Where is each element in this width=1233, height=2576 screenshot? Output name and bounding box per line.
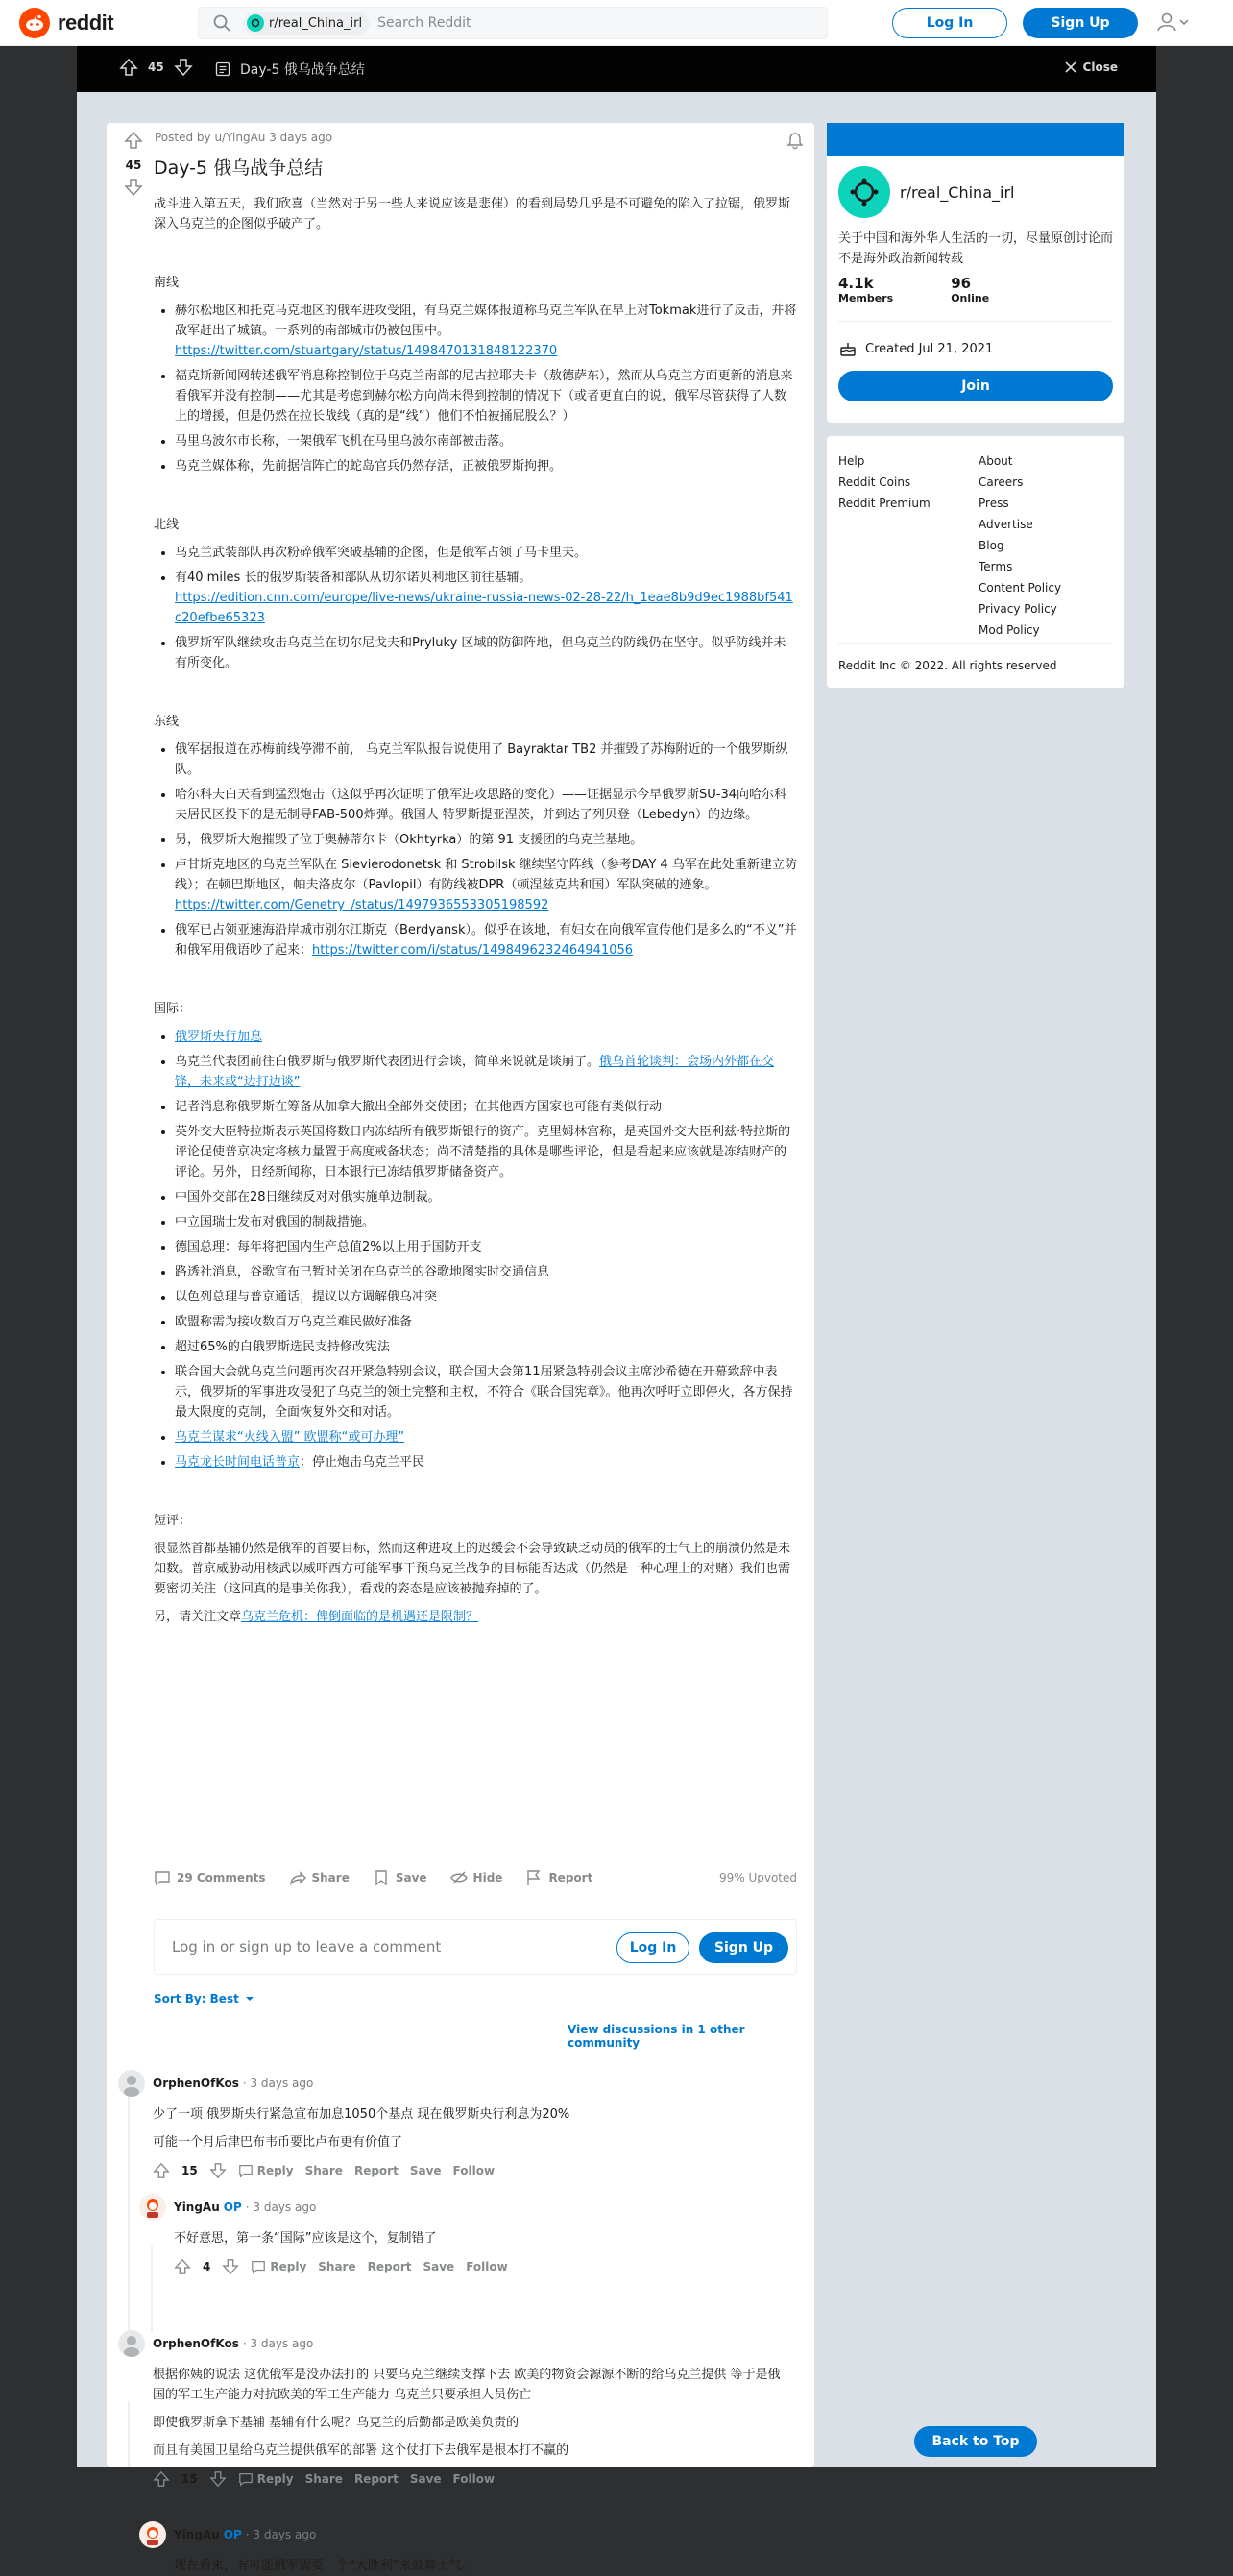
south-list (175, 301, 797, 476)
flag-icon (525, 1869, 543, 1886)
source-link[interactable]: 马克龙长时间电话普京 (175, 1455, 301, 1470)
downvote-icon[interactable] (174, 58, 193, 77)
list-item: • 英外交大臣特拉斯表示英国将数日内冻结所有俄罗斯银行的资产。克里姆林宫称，是英国外交大臣利兹·特拉斯的评论促使普京决定将核力量置于高度戒备状态；尚不清楚指的具体是哪些评论，但是看起来应该就是冻结财产的评论。另外，日经新闻称，日本银行已冻结俄罗斯储备资产。 (175, 1122, 797, 1182)
community-stats (838, 275, 989, 304)
list-item: • 俄军已占领亚速海沿岸城市别尔江斯克（Berdyansk）。似乎在该地，有妇女在向俄军宣传他们是多么的“不义”并和俄军用俄语吵了起来：https://twitter.com/i/status/1498496232464941056 (175, 920, 797, 960)
list-item: • 俄军据报道在苏梅前线停滞不前， 乌克兰军队报告说使用了 Bayraktar TB2 并摧毁了苏梅附近的一个俄罗斯纵队。 (175, 740, 797, 780)
post-body (154, 194, 797, 1635)
avatar[interactable] (118, 2330, 145, 2357)
report-button[interactable]: Report (367, 2260, 412, 2273)
downvote-icon[interactable] (222, 2258, 239, 2275)
community-icon (247, 14, 264, 32)
footer-link[interactable]: Content Policy (979, 581, 1062, 595)
created-date: Created Jul 21, 2021 (838, 339, 993, 358)
post-score: 45 (125, 158, 142, 172)
downvote-icon[interactable] (209, 2470, 227, 2488)
footer-link[interactable]: About (979, 454, 1013, 468)
footer-link[interactable]: Careers (979, 475, 1024, 489)
footer-link[interactable]: Advertise (979, 518, 1033, 531)
comment-header (139, 2521, 792, 2548)
comment (118, 2070, 790, 2179)
comment-icon (238, 2471, 254, 2487)
comment-author[interactable]: YingAu (174, 2528, 220, 2541)
footer-link[interactable]: Reddit Premium (838, 497, 931, 510)
comment-author[interactable]: YingAu (174, 2200, 220, 2214)
comment-score: 15 (181, 2164, 198, 2177)
intl-list (175, 1027, 797, 1472)
list-item: • 中立国瑞士发布对俄国的制裁措施。 (175, 1212, 797, 1232)
comment (139, 2521, 792, 2576)
back-to-top-button[interactable]: Back to Top (914, 2426, 1037, 2457)
post-card (107, 123, 814, 2573)
hide-button[interactable]: Hide (450, 1869, 503, 1886)
section-title-intl: 国际： (154, 1002, 192, 1016)
search-input[interactable]: Search Reddit (377, 15, 471, 31)
share-button[interactable]: Share (289, 1869, 350, 1886)
source-link[interactable]: https://twitter.com/stuartgary/status/1498470131848122370 (175, 344, 558, 358)
header-vote (119, 58, 193, 77)
bookmark-icon (373, 1869, 390, 1886)
comment-time: · 3 days ago (245, 2200, 317, 2214)
list-item: • 超过65%的白俄罗斯选民支持修改宪法 (175, 1337, 797, 1357)
source-link[interactable]: 俄罗斯央行加息 (175, 1030, 263, 1044)
comment-header (118, 2330, 790, 2357)
follow-button[interactable]: Follow (466, 2260, 508, 2273)
header-score: 45 (148, 61, 164, 74)
post-actions (154, 1869, 797, 1886)
list-item: • 乌克兰代表团前往白俄罗斯与俄罗斯代表团进行会谈，简单来说就是谈崩了。俄乌首轮谈判：会场内外都在交锋，未来或“边打边谈” (175, 1052, 797, 1092)
footer-link[interactable]: Mod Policy (979, 623, 1040, 637)
comment-icon (154, 1869, 171, 1886)
footer-col-2 (979, 450, 1061, 641)
save-button[interactable]: Save (373, 1869, 427, 1886)
footer-link[interactable]: Reddit Coins (838, 475, 911, 489)
comment-actions (153, 2470, 790, 2488)
divider (838, 643, 1113, 644)
op-badge: OP (223, 2200, 242, 2214)
source-link[interactable]: https://twitter.com/i/status/1498496232464941056 (312, 943, 634, 958)
list-item: • 马里乌波尔市长称，一架俄军飞机在马里乌波尔南部被击落。 (175, 431, 797, 451)
source-link[interactable]: 乌克兰危机：俾倒面临的是机遇还是限制？ (241, 1610, 479, 1624)
search-community-chip[interactable] (243, 12, 370, 35)
post-header-bar (77, 46, 1156, 92)
comment-actions (174, 2258, 792, 2275)
view-discussions-link[interactable]: View discussions in 1 other community (568, 2023, 745, 2050)
footer-link[interactable]: Terms (979, 560, 1013, 573)
follow-button[interactable]: Follow (452, 2472, 496, 2486)
comment-body: 少了一项 俄罗斯央行紧急宣布加息1050个基点 现在俄罗斯央行利息为20% 可能一个月后津巴布韦币要比卢布更有价值了 (153, 2107, 570, 2150)
share-button[interactable]: Share (304, 2472, 343, 2486)
list-item (175, 1027, 797, 1047)
signup-button[interactable]: Sign Up (1023, 8, 1138, 38)
north-list (175, 543, 797, 673)
search-icon (212, 13, 231, 33)
save-button[interactable]: Save (423, 2260, 455, 2273)
list-item: • 俄罗斯军队继续攻击乌克兰在切尔尼戈夫和Pryluky 区域的防御阵地，但乌克兰的防线仍在坚守。似乎防线并未有所变化。 (175, 633, 797, 673)
list-item: • 乌克兰武装部队再次粉碎俄军突破基辅的企图，但是俄军占领了马卡里夫。 (175, 543, 797, 563)
share-icon (289, 1869, 306, 1886)
list-item: • 乌克兰媒体称，先前据信阵亡的蛇岛官兵仍然存活，正被俄罗斯拘押。 (175, 456, 797, 476)
comment-author[interactable]: OrphenOfKos (153, 2337, 239, 2350)
close-label: Close (1082, 61, 1118, 74)
comment-prompt-text: Log in or sign up to leave a comment (172, 1938, 442, 1956)
east-list (175, 740, 797, 960)
join-button[interactable]: Join (838, 371, 1113, 401)
user-menu[interactable] (1156, 12, 1191, 33)
report-button[interactable]: Report (353, 2164, 399, 2177)
comment-prompt (154, 1919, 797, 1975)
save-button[interactable]: Save (409, 2472, 442, 2486)
top-nav (0, 0, 1233, 46)
comment-header (139, 2194, 792, 2221)
upvote-icon[interactable] (153, 2162, 170, 2179)
sort-dropdown[interactable]: Sort By: Best (154, 1992, 254, 2005)
commentary-paragraph: 很显然首都基辅仍然是俄军的首要目标，然而这种进攻上的迟缓会不会导致缺乏动员的俄军的士气上的崩溃仍然是未知数。普京威胁动用核武以威吓西方可能军事干预乌克兰战争的目标能否达成（仍然是一种心理上的对赌）我们也需要密切关注（这回真的是事关你我），看戏的姿态是应该被抛弃掉的了。 (154, 1542, 791, 1596)
save-button[interactable]: Save (409, 2164, 442, 2177)
share-button[interactable]: Share (304, 2164, 343, 2177)
header-post-title (215, 60, 365, 79)
list-item: • 另，俄罗斯大炮摧毁了位于奥赫蒂尔卡（Okhtyrka）的第 91 支援团的乌克兰基地。 (175, 830, 797, 850)
section-title-south: 南线 (154, 276, 180, 290)
reply-button[interactable]: Reply (238, 2163, 294, 2178)
divider (838, 321, 1113, 322)
comments-button[interactable]: 29 Comments (154, 1869, 266, 1886)
footer-col-1 (838, 450, 931, 514)
members-stat: 4.1k Members (838, 275, 894, 304)
upvote-icon[interactable] (119, 58, 138, 77)
source-link[interactable]: https://edition.cnn.com/europe/live-news/ukraine-russia-news-02-28-22/h_1eae8b9d9ec1988bf541c20efbe65323 (175, 591, 793, 625)
comment-time: · 3 days ago (242, 2337, 314, 2350)
share-button[interactable]: Share (318, 2260, 356, 2273)
login-button[interactable]: Log In (892, 8, 1007, 38)
close-button[interactable] (1064, 61, 1118, 74)
community-description: 关于中国和海外华人生活的一切，尽量原创讨论而不是海外政治新闻转载 (838, 231, 1114, 266)
comment-icon (238, 2163, 254, 2178)
list-item: • 中国外交部在28日继续反对对俄实施单边制裁。 (175, 1187, 797, 1207)
downvote-icon[interactable] (209, 2162, 227, 2179)
close-icon (1064, 61, 1077, 74)
reply-button[interactable]: Reply (238, 2471, 294, 2487)
report-button[interactable]: Report (525, 1869, 592, 1886)
section-title-east: 东线 (154, 715, 180, 729)
footer-link[interactable]: Privacy Policy (979, 602, 1057, 616)
list-item: • 德国总理：每年将把国内生产总值2%以上用于国防开支 (175, 1237, 797, 1257)
post-title: Day-5 俄乌战争总结 (154, 158, 324, 179)
community-icon[interactable] (838, 166, 890, 218)
post-meta: Posted by u/YingAu 3 days ago (155, 131, 333, 144)
list-item: • 以色列总理与普京通话，提议以方调解俄乌冲突 (175, 1287, 797, 1307)
footer-link[interactable]: Press (979, 497, 1009, 510)
comment (139, 2194, 792, 2275)
community-header (838, 166, 1014, 218)
comment-time: · 3 days ago (242, 2077, 314, 2090)
source-link[interactable]: 乌克兰谋求“火线入盟” 欧盟称“或可办理” (175, 1430, 405, 1445)
header-title-text: Day-5 俄乌战争总结 (240, 62, 365, 78)
search-chip-label: r/real_China_irl (269, 15, 363, 31)
comment-author[interactable]: OrphenOfKos (153, 2077, 239, 2090)
list-item: • 路透社消息，谷歌宣布已暂时关闭在乌克兰的谷歌地图实时交通信息 (175, 1262, 797, 1282)
chevron-down-icon (1177, 15, 1191, 29)
footer-link[interactable]: Help (838, 454, 865, 468)
community-banner (827, 123, 1124, 156)
comment (118, 2330, 790, 2488)
upvote-icon[interactable] (153, 2470, 170, 2488)
list-item: • 记者消息称俄罗斯在筹备从加拿大撤出全部外交使团；在其他西方国家也可能有类似行动 (175, 1097, 797, 1117)
user-icon (1156, 12, 1177, 33)
notification-bell-icon[interactable] (786, 131, 805, 154)
upvote-ratio: 99% Upvoted (718, 1871, 797, 1884)
comment-score: 15 (181, 2472, 198, 2486)
comment-score: 4 (203, 2260, 211, 2273)
comment-signup-button[interactable]: Sign Up (699, 1932, 788, 1963)
commentary-paragraph: 另，请关注文章乌克兰危机：俾倒面临的是机遇还是限制？ (154, 1610, 479, 1624)
comment-actions (153, 2162, 790, 2179)
cake-icon (838, 339, 858, 358)
search-bar[interactable] (198, 7, 828, 39)
comment-body: 不好意思，第一条“国际”应该是这个，复制错了 (174, 2231, 437, 2246)
caret-down-icon (245, 1994, 254, 2004)
logo-text: reddit (58, 11, 114, 35)
footer-link[interactable]: Blog (979, 539, 1004, 552)
comment-icon (251, 2259, 266, 2274)
list-item: • 联合国大会就乌克兰问题再次召开紧急特别会议，联合国大会第11届紧急特别会议主席沙希德在开幕致辞中表示，俄罗斯的军事进攻侵犯了乌克兰的领土完整和主权，不符合《联合国宪章》。他再次呼吁立即停火，各方保持最大限度的克制，全面恢复外交和对话。 (175, 1362, 797, 1422)
list-item: • 哈尔科夫白天看到猛烈炮击（这似乎再次证明了俄军进攻思路的变化）——证据显示今早俄罗斯SU-34向哈尔科夫居民区投下的是无制导FAB-500炸弹。俄国人 特罗斯提亚涅茨，并到达了列贝登（Lebedyn）的边缘。 (175, 785, 797, 825)
comment-body: 根据你姨的说法 这优俄军是没办法打的 只要乌克兰继续支撑下去 欧美的物资会源源不断的给乌克兰提供 等于是俄国的军工生产能力对抗欧美的军工生产能力 乌克兰只要承担人员伤亡 即使俄罗斯拿下基辅 基辅有什么呢？乌克兰的后勤都是欧美负责的 而且有美国卫星给乌克兰提供俄军的部署 这个仗打下去俄军是根本打不赢的 (153, 2368, 781, 2458)
list-item: • 有40 miles 长的俄罗斯装备和部队从切尔诺贝利地区前往基辅。 https://edition.cnn.com/europe/live-news/ukraine-russia-news-02-28-22/h_1eae8b9d9ec1988bf541c20efbe65323 (175, 568, 797, 628)
source-link[interactable]: https://twitter.com/Genetry_/status/1497936553305198592 (175, 898, 549, 912)
comment-login-button[interactable]: Log In (616, 1932, 689, 1963)
list-item (175, 1427, 797, 1447)
post-vote-column (114, 131, 153, 200)
post-icon (215, 61, 230, 77)
avatar[interactable] (118, 2070, 145, 2097)
reddit-logo[interactable] (19, 8, 113, 38)
report-button[interactable]: Report (353, 2472, 399, 2486)
post-intro: 战斗进入第五天，我们欣喜（当然对于另一些人来说应该是悲催）的看到局势几乎是不可避免的陷入了拉锯，俄罗斯深入乌克兰的企图似乎破产了。 (154, 197, 791, 231)
section-title-north: 北线 (154, 518, 180, 532)
list-item: • 欧盟称需为接收数百万乌克兰难民做好准备 (175, 1312, 797, 1332)
upvote-icon[interactable] (124, 131, 143, 150)
downvote-icon[interactable] (124, 178, 143, 197)
online-stat: 96 Online (951, 275, 990, 304)
list-item: • 卢甘斯克地区的乌克兰军队在 Sievierodonetsk 和 Strobilsk 继续坚守阵线（参考DAY 4 乌军在此处重新建立防线）；在顿巴斯地区，帕夫洛皮尔（Pavlopil）有防线被DPR（顿涅兹克共和国）军队突破的迹象。 https://twitter.com/Genetry_/status/1497936553305198592 (175, 855, 797, 915)
footer-links-card (827, 436, 1124, 688)
comment-body: 现在看来，有可能俄军需要一个“大胜利”来鼓舞士气。 (174, 2559, 474, 2573)
list-item: • 赫尔松地区和托克马克地区的俄军进攻受阻，有乌克兰媒体报道称乌克兰军队在早上对Tokmak进行了反击，并将敌军赶出了城镇。一系列的南部城市仍被包围中。 https://twitter.com/stuartgary/status/1498470131848122370 (175, 301, 797, 361)
reddit-snoo-icon (19, 8, 50, 38)
avatar[interactable] (139, 2521, 166, 2548)
community-name[interactable]: r/real_China_irl (900, 182, 1015, 202)
follow-button[interactable]: Follow (452, 2164, 496, 2177)
copyright: Reddit Inc © 2022. All rights reserved (838, 659, 1057, 672)
source-link[interactable]: 俄乌首轮谈判：会场内外都在交锋，未来或“边打边谈” (175, 1055, 775, 1089)
community-about-card (827, 123, 1124, 423)
comment-header (118, 2070, 790, 2097)
upvote-icon[interactable] (174, 2258, 191, 2275)
hide-icon (450, 1869, 468, 1886)
avatar[interactable] (139, 2194, 166, 2221)
section-title-comment: 短评： (154, 1514, 192, 1528)
op-badge: OP (223, 2528, 242, 2541)
list-item: • 福克斯新闻网转述俄军消息称控制位于乌克兰南部的尼古拉耶夫卡（敖德萨东），然而从乌克兰方面更新的消息来看俄军并没有控制——尤其是考虑到赫尔松方向尚未得到控制的情况下（或者更直白的说，俄军尽管获得了人数上的增援，但是仍然在拉长战线（真的是“线”）他们不怕被捅屁股么？） (175, 366, 797, 426)
list-item: • 马克龙长时间电话普京：停止炮击乌克兰平民 (175, 1452, 797, 1472)
comment-time: · 3 days ago (245, 2528, 317, 2541)
reply-button[interactable]: Reply (251, 2259, 306, 2274)
